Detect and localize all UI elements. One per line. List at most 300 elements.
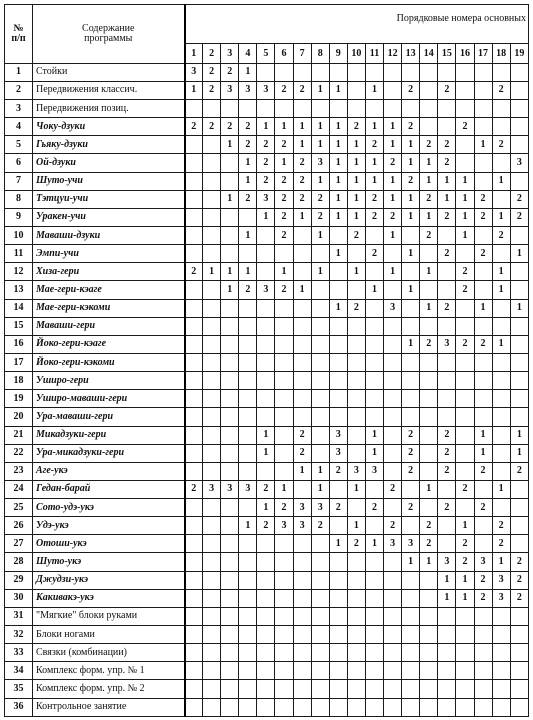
lesson-cell [275,426,293,444]
lesson-cell [257,589,275,607]
lesson-cell [257,317,275,335]
lesson-cell [185,208,203,226]
lesson-cell: 2 [402,444,420,462]
lesson-cell [257,662,275,680]
lesson-cell: 2 [275,499,293,517]
row-number: 27 [5,535,33,553]
lesson-cell: 1 [402,154,420,172]
lesson-cell: 1 [402,245,420,263]
lesson-cell: 1 [221,136,239,154]
lesson-cell [221,172,239,190]
lesson-cell [329,281,347,299]
lesson-cell [492,426,510,444]
lesson-cell [474,607,492,625]
table-row [5,208,529,226]
lesson-cell: 2 [456,335,474,353]
lesson-cell: 2 [474,335,492,353]
table-row [5,698,529,716]
lesson-cell [239,245,257,263]
lesson-cell: 2 [347,299,365,317]
lesson-cell [185,680,203,698]
row-number: 26 [5,517,33,535]
lesson-cell: 1 [420,208,438,226]
table-row [5,589,529,607]
lesson-cell: 2 [275,81,293,99]
lesson-cell [510,408,528,426]
lesson-cell [438,118,456,136]
lesson-cell [293,390,311,408]
row-number: 4 [5,118,33,136]
header-content [33,5,185,64]
lesson-cell: 2 [510,589,528,607]
lesson-cell [510,499,528,517]
lesson-cell: 1 [329,136,347,154]
lesson-cell: 1 [365,172,383,190]
lesson-cell [420,662,438,680]
lesson-cell [402,698,420,716]
lesson-cell [311,589,329,607]
table-row [5,299,529,317]
lesson-cell: 1 [329,208,347,226]
lesson-cell [293,553,311,571]
lesson-cell: 1 [293,281,311,299]
lesson-cell: 1 [492,172,510,190]
lesson-cell [420,644,438,662]
table-row [5,335,529,353]
lesson-cell: 1 [492,208,510,226]
lesson-cell: 1 [347,154,365,172]
column-number: 14 [420,44,438,63]
lesson-cell [474,81,492,99]
lesson-cell [203,698,221,716]
lesson-cell [474,226,492,244]
lesson-cell: 2 [257,480,275,498]
lesson-cell [275,553,293,571]
lesson-cell [311,426,329,444]
table-row [5,99,529,117]
lesson-cell: 1 [365,535,383,553]
lesson-cell: 1 [420,480,438,498]
header-content-bottom: программы [84,32,133,44]
lesson-cell: 1 [347,190,365,208]
row-technique-name: Отоши-укэ [33,535,185,553]
lesson-cell [311,553,329,571]
lesson-cell [347,499,365,517]
lesson-cell [203,226,221,244]
program-table [4,4,529,717]
lesson-cell [456,444,474,462]
lesson-cell: 3 [510,154,528,172]
lesson-cell [221,317,239,335]
row-technique-name: Аге-укэ [33,462,185,480]
lesson-cell: 2 [402,81,420,99]
lesson-cell [329,99,347,117]
lesson-cell [347,281,365,299]
lesson-cell [275,372,293,390]
lesson-cell: 1 [402,136,420,154]
lesson-cell [456,662,474,680]
lesson-cell: 2 [347,535,365,553]
lesson-cell [438,353,456,371]
lesson-cell [347,553,365,571]
lesson-cell: 1 [221,281,239,299]
lesson-cell [365,353,383,371]
lesson-cell [203,136,221,154]
lesson-cell: 1 [402,190,420,208]
lesson-cell [239,299,257,317]
lesson-cell: 1 [239,154,257,172]
lesson-cell [456,390,474,408]
lesson-cell [510,63,528,81]
lesson-cell: 2 [365,136,383,154]
lesson-cell [438,372,456,390]
lesson-cell [257,226,275,244]
lesson-cell [474,99,492,117]
lesson-cell [456,698,474,716]
row-number: 34 [5,662,33,680]
lesson-cell [185,698,203,716]
lesson-cell [185,172,203,190]
lesson-cell: 1 [329,81,347,99]
row-number: 21 [5,426,33,444]
lesson-cell [456,99,474,117]
lesson-cell [275,317,293,335]
table-row [5,226,529,244]
lesson-cell [474,698,492,716]
lesson-cell [239,698,257,716]
lesson-cell: 1 [239,172,257,190]
lesson-cell [239,99,257,117]
lesson-cell [474,154,492,172]
row-number: 3 [5,99,33,117]
lesson-cell: 3 [384,535,402,553]
lesson-cell [474,408,492,426]
lesson-cell [384,499,402,517]
lesson-cell: 2 [239,281,257,299]
table-row [5,607,529,625]
lesson-cell: 2 [329,499,347,517]
lesson-cell [402,63,420,81]
lesson-cell: 3 [347,462,365,480]
column-number: 6 [275,44,293,63]
lesson-cell [275,571,293,589]
lesson-cell: 1 [456,517,474,535]
lesson-cell: 3 [311,499,329,517]
row-number: 5 [5,136,33,154]
lesson-cell [384,462,402,480]
lesson-cell [203,281,221,299]
lesson-cell [329,607,347,625]
lesson-cell: 2 [311,190,329,208]
lesson-cell [438,480,456,498]
lesson-cell [221,390,239,408]
lesson-cell: 2 [275,172,293,190]
lesson-cell [384,426,402,444]
lesson-cell: 2 [420,136,438,154]
table-row [5,263,529,281]
lesson-cell [239,317,257,335]
lesson-cell [203,335,221,353]
lesson-cell [203,172,221,190]
lesson-cell [492,680,510,698]
lesson-cell [402,680,420,698]
lesson-cell [203,662,221,680]
lesson-cell [329,553,347,571]
lesson-cell [275,99,293,117]
lesson-cell: 3 [311,154,329,172]
table-row [5,353,529,371]
lesson-cell: 2 [420,226,438,244]
lesson-cell [221,208,239,226]
lesson-cell [456,426,474,444]
lesson-cell [311,607,329,625]
lesson-cell: 3 [221,480,239,498]
lesson-cell [347,335,365,353]
lesson-cell [257,372,275,390]
lesson-cell: 2 [185,263,203,281]
lesson-cell: 2 [203,63,221,81]
table-row [5,444,529,462]
header-number-abbr: п/п [11,32,26,44]
lesson-cell [329,698,347,716]
lesson-cell [239,662,257,680]
lesson-cell [311,662,329,680]
lesson-cell [384,353,402,371]
lesson-cell [365,517,383,535]
table-row [5,63,529,81]
lesson-cell: 2 [203,81,221,99]
lesson-cell [456,626,474,644]
row-technique-name: Блоки ногами [33,626,185,644]
lesson-cell [492,317,510,335]
lesson-cell: 1 [311,118,329,136]
lesson-cell [203,99,221,117]
lesson-cell [456,607,474,625]
lesson-cell [492,499,510,517]
lesson-cell: 1 [402,335,420,353]
table-row [5,190,529,208]
lesson-cell [347,408,365,426]
lesson-cell [221,408,239,426]
lesson-cell: 1 [347,172,365,190]
row-number: 28 [5,553,33,571]
column-number: 1 [185,44,203,63]
row-technique-name: Мае-гери-кэкоми [33,299,185,317]
lesson-cell: 1 [384,118,402,136]
lesson-cell: 2 [492,226,510,244]
lesson-cell: 1 [420,553,438,571]
lesson-cell [329,626,347,644]
row-technique-name: Контрольное занятие [33,698,185,716]
lesson-cell [311,644,329,662]
row-number: 29 [5,571,33,589]
lesson-cell: 2 [293,81,311,99]
column-number: 15 [438,44,456,63]
lesson-cell: 3 [492,571,510,589]
lesson-cell: 1 [456,589,474,607]
lesson-cell [221,644,239,662]
lesson-cell [239,353,257,371]
lesson-cell [293,226,311,244]
lesson-cell [492,118,510,136]
lesson-cell [384,317,402,335]
column-number: 5 [257,44,275,63]
lesson-cell: 2 [293,426,311,444]
lesson-cell [510,263,528,281]
lesson-cell: 1 [456,172,474,190]
lesson-cell [456,499,474,517]
lesson-cell [329,263,347,281]
lesson-cell [311,372,329,390]
lesson-cell [239,462,257,480]
lesson-cell: 2 [402,172,420,190]
column-number: 17 [474,44,492,63]
lesson-cell [347,353,365,371]
lesson-cell [420,81,438,99]
lesson-cell [384,444,402,462]
lesson-cell [185,517,203,535]
lesson-cell: 2 [311,517,329,535]
lesson-cell: 1 [329,190,347,208]
lesson-cell [510,136,528,154]
lesson-cell [365,698,383,716]
lesson-cell [474,680,492,698]
lesson-cell [311,698,329,716]
header-group: Порядковые номера основных [185,5,529,44]
lesson-cell [221,245,239,263]
lesson-cell [221,462,239,480]
lesson-cell: 3 [384,299,402,317]
lesson-cell: 1 [492,480,510,498]
lesson-cell: 2 [347,226,365,244]
lesson-cell: 3 [492,589,510,607]
lesson-cell [510,372,528,390]
lesson-cell [365,99,383,117]
lesson-cell: 1 [311,462,329,480]
lesson-cell [275,335,293,353]
row-technique-name: Микадзуки-гери [33,426,185,444]
lesson-cell [492,698,510,716]
lesson-cell: 1 [492,335,510,353]
lesson-cell: 1 [221,263,239,281]
row-number: 17 [5,353,33,371]
table-row [5,626,529,644]
lesson-cell: 1 [347,136,365,154]
lesson-cell [185,245,203,263]
lesson-cell [293,644,311,662]
lesson-cell: 2 [185,480,203,498]
lesson-cell: 1 [456,571,474,589]
row-technique-name: Комплекс форм. упр. № 2 [33,680,185,698]
row-technique-name: Эмпи-учи [33,245,185,263]
column-number: 16 [456,44,474,63]
lesson-cell [510,644,528,662]
lesson-cell [402,299,420,317]
lesson-cell [293,626,311,644]
lesson-cell [275,698,293,716]
lesson-cell [510,226,528,244]
lesson-cell: 1 [293,118,311,136]
lesson-cell [365,390,383,408]
lesson-cell: 2 [257,172,275,190]
table-row [5,517,529,535]
header-number-symbol: № [13,22,24,34]
lesson-cell: 2 [492,535,510,553]
lesson-cell [456,245,474,263]
table-row [5,281,529,299]
lesson-cell: 1 [474,444,492,462]
row-technique-name: Хиза-гери [33,263,185,281]
lesson-cell [185,499,203,517]
column-number: 19 [510,44,528,63]
lesson-cell: 1 [402,553,420,571]
lesson-cell [293,353,311,371]
lesson-cell [402,99,420,117]
lesson-cell [384,390,402,408]
row-number: 7 [5,172,33,190]
lesson-cell [221,299,239,317]
lesson-cell [203,317,221,335]
row-number: 20 [5,408,33,426]
lesson-cell [402,263,420,281]
lesson-cell: 2 [456,535,474,553]
lesson-cell [474,662,492,680]
column-number: 11 [365,44,383,63]
lesson-cell [384,408,402,426]
lesson-cell [474,263,492,281]
lesson-cell [185,462,203,480]
lesson-cell [420,607,438,625]
lesson-cell [275,444,293,462]
lesson-cell [420,390,438,408]
lesson-cell: 1 [474,299,492,317]
lesson-cell [221,226,239,244]
lesson-cell [185,535,203,553]
lesson-cell [510,317,528,335]
lesson-cell: 1 [311,226,329,244]
lesson-cell: 2 [420,335,438,353]
lesson-cell [492,372,510,390]
lesson-cell: 2 [510,208,528,226]
row-technique-name: Стойки [33,63,185,81]
lesson-cell [474,372,492,390]
lesson-cell [257,390,275,408]
lesson-cell [293,299,311,317]
lesson-cell: 1 [438,589,456,607]
table-row [5,136,529,154]
lesson-cell: 2 [438,136,456,154]
lesson-cell [311,317,329,335]
lesson-cell [402,571,420,589]
lesson-cell: 1 [311,263,329,281]
lesson-cell [420,462,438,480]
lesson-cell: 2 [402,499,420,517]
lesson-cell: 2 [275,208,293,226]
lesson-cell [510,607,528,625]
lesson-cell [384,571,402,589]
lesson-cell [329,662,347,680]
lesson-cell: 3 [257,190,275,208]
lesson-cell [365,589,383,607]
lesson-cell: 1 [329,245,347,263]
lesson-cell [456,353,474,371]
lesson-cell: 2 [420,190,438,208]
lesson-cell [203,626,221,644]
lesson-cell [311,408,329,426]
lesson-cell: 2 [456,118,474,136]
lesson-cell [221,499,239,517]
lesson-cell [384,281,402,299]
